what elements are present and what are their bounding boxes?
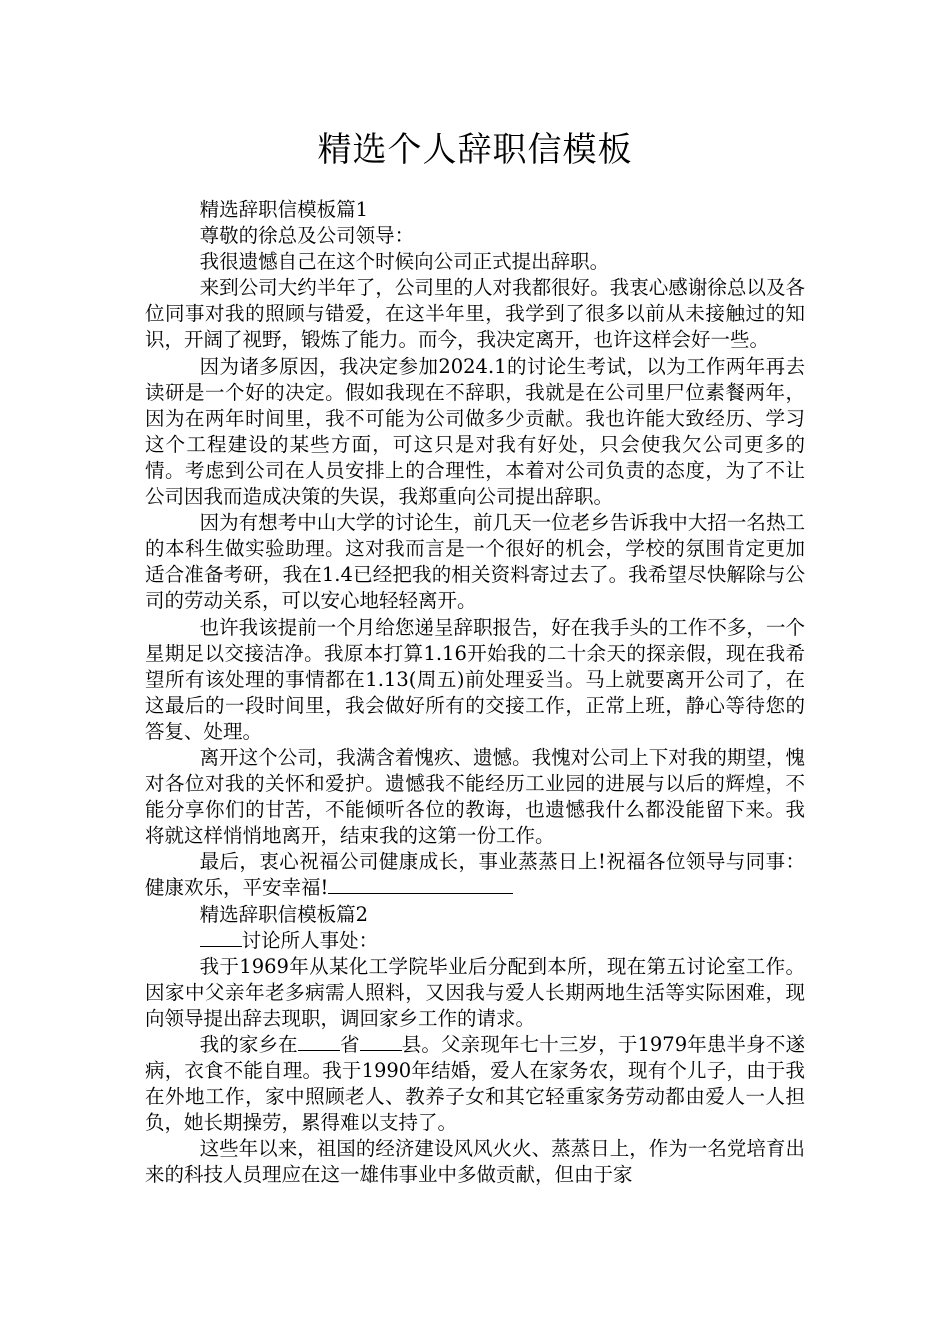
blank-underline [328,875,513,894]
salutation [145,928,805,954]
paragraph: 离开这个公司，我满含着愧疚、遗憾。我愧对公司上下对我的期望，愧对各位对我的关怀和爱护。遗憾我不能经历工业园的进展与以后的辉煌，不能分享你们的甘苦，不能倾听各位的教诲，也遗憾我什么都没能留下来。我将就这样悄悄地离开，结束我的这第一份工作。 [145,745,805,848]
closing-paragraph [145,849,805,901]
closing-text: 最后，衷心祝福公司健康成长，事业蒸蒸日上!祝福各位领导与同事：健康欢乐，平安幸福! [145,850,805,900]
salutation-text: 讨论所人事处： [241,928,379,952]
paragraph: 也许我该提前一个月给您递呈辞职报告，好在我手头的工作不多，一个星期足以交接洁净。我原本打算1.16开始我的二十余天的探亲假，现在我希望所有该处理的事情都在1.13(周五)前处理妥当。马上就要离开公司了，在这最后的一段时间里，我会做好所有的交接工作，正常上班，静心等待您的答复、处理。 [145,615,805,743]
hometown-paragraph [145,1032,805,1136]
document-title: 精选个人辞职信模板 [317,130,633,170]
hometown-suffix: 县。父亲现年七十三岁，于1979年患半身不遂病，衣食不能自理。我于1990年结婚，爱人在家务农，现有个儿子，由于我在外地工作，家中照顾老人、教养子女和其它轻重家务劳动都由爱人一人担负，她长期操劳，累得难以支持了。 [145,1033,805,1135]
paragraph: 这些年以来，祖国的经济建设风风火火、蒸蒸日上，作为一名党培育出来的科技人员理应在这一雄伟事业中多做贡献，但由于家 [145,1137,805,1187]
salutation: 尊敬的徐总及公司领导： [199,224,415,248]
hometown-prefix: 我的家乡在 [199,1033,298,1056]
paragraph: 因为诸多原因，我决定参加2024.1的讨论生考试，以为工作两年再去读研是一个好的决定。假如我现在不辞职，我就是在公司里尸位素餐两年，因为在两年时间里，我不可能为公司做多少贡献。我也许能大致经历、学习这个工程建设的某些方面，可这只是对我有好处，只会使我欠公司更多的情。考虑到公司在人员安排上的合理性，本着对公司负责的态度，为了不让公司因我而造成决策的失误，我郑重向公司提出辞职。 [145,354,805,509]
paragraph: 我很遗憾自己在这个时候向公司正式提出辞职。 [199,250,610,274]
blank-underline [360,1032,402,1051]
paragraph: 因为有想考中山大学的讨论生，前几天一位老乡告诉我中大招一名热工的本科生做实验助理。这对我而言是一个很好的机会，学校的氛围肯定更加适合准备考研，我在1.4已经把我的相关资料寄过去了。我希望尽快解除与公司的劳动关系，可以安心地轻轻离开。 [145,511,805,613]
hometown-mid: 省 [339,1033,360,1056]
document-body [145,197,805,1189]
section-heading: 精选辞职信模板篇1 [199,198,369,221]
paragraph: 来到公司大约半年了，公司里的人对我都很好。我衷心感谢徐总以及各位同事对我的照顾与错爱，在这半年里，我学到了很多以前从未接触过的知识，开阔了视野，锻炼了能力。而今，我决定离开，也许这样会好一些。 [145,276,805,352]
section-heading: 精选辞职信模板篇2 [199,902,369,926]
blank-underline [200,928,242,947]
paragraph: 我于1969年从某化工学院毕业后分配到本所，现在第五讨论室工作。因家中父亲年老多病需人照料，又因我与爱人长期两地生活等实际困难，现向领导提出辞去现职，调回家乡工作的请求。 [145,954,805,1030]
blank-underline [298,1032,340,1051]
